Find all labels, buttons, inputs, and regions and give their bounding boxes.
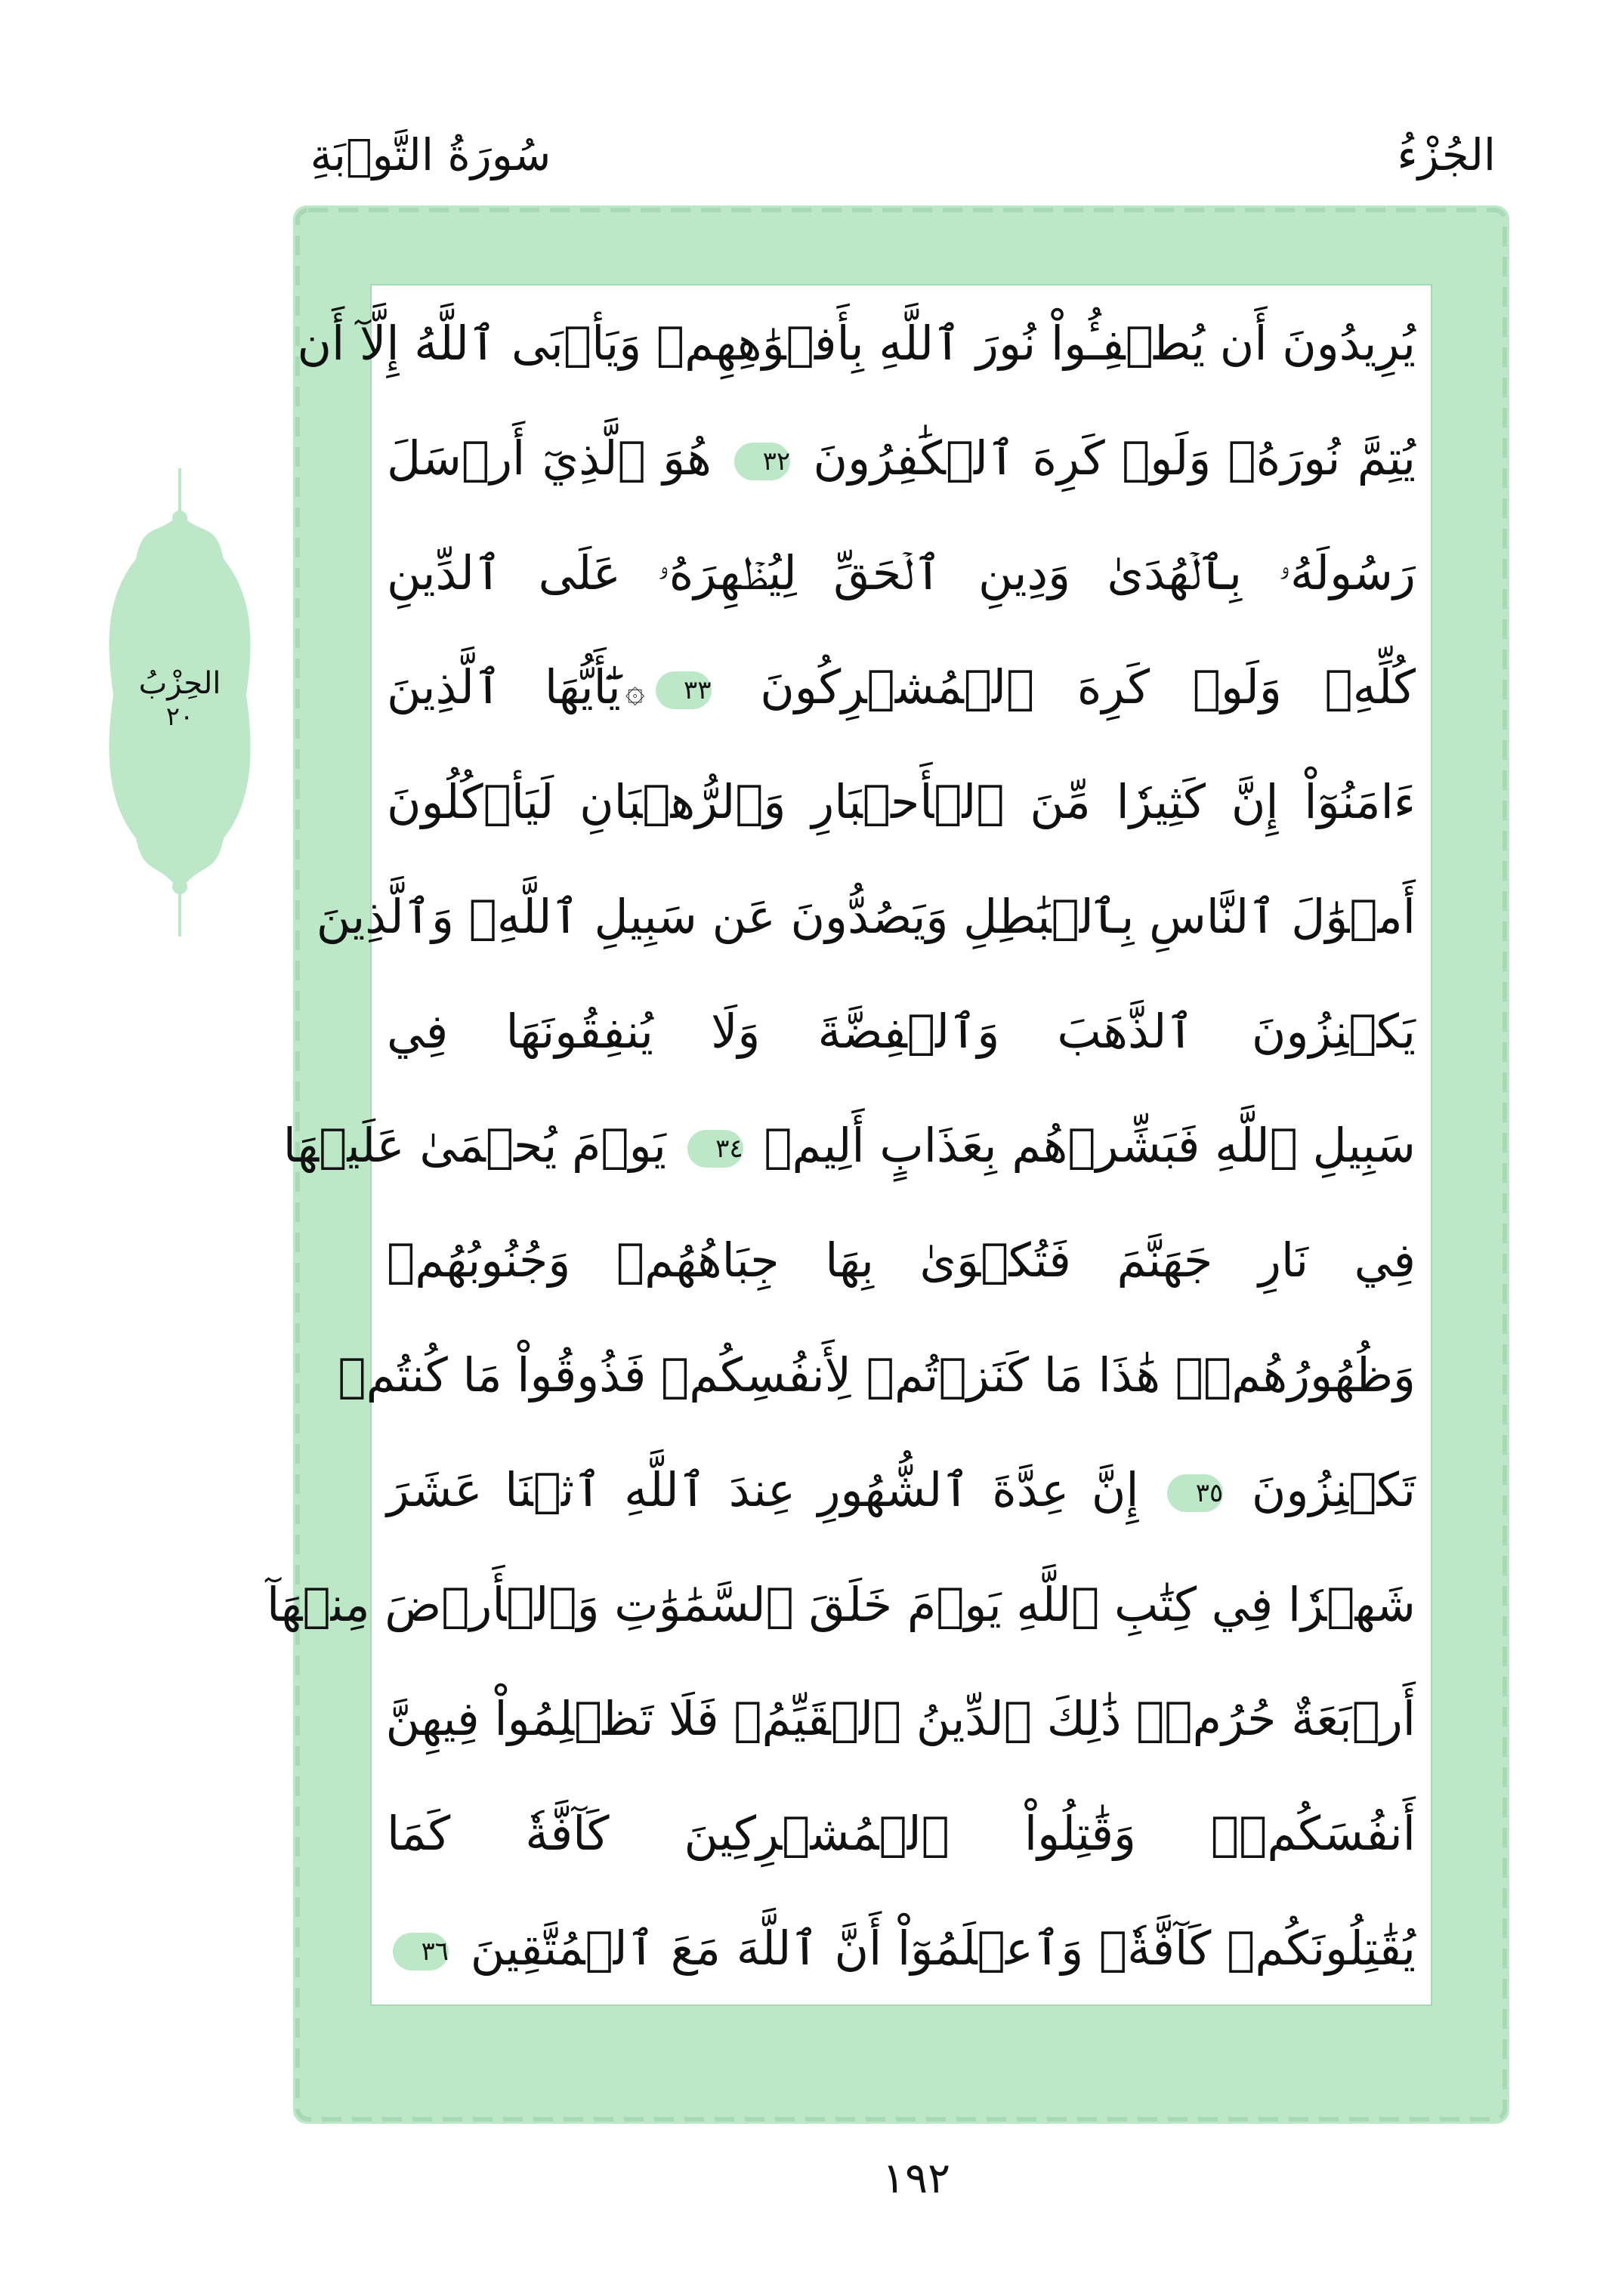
line-text: ءَامَنُوٓاْ إِنَّ كَثِيرٗا مِّنَ ٱلۡأَحۡبَارِ وَٱلرُّهۡبَانِ لَيَأۡكُلُونَ [387,774,1416,830]
line-text: كُلِّهِۦ وَلَوۡ كَرِهَ ٱلۡمُشۡرِكُونَ [760,659,1416,715]
line-text: رَسُولَهُۥ بِٱلۡهُدَىٰ وَدِينِ ٱلۡحَقِّ لِيُظۡهِرَهُۥ عَلَى ٱلدِّينِ [387,545,1416,600]
hizb-number: ٢٠ [165,702,194,732]
line-12 [266,1557,1416,1652]
line-text: أَرۡبَعَةٌ حُرُمٞۚ ذَٰلِكَ ٱلدِّينُ ٱلۡقَيِّمُۚ فَلَا تَظۡلِمُواْ فِيهِنَّ [385,1691,1416,1747]
line-4 [387,640,1416,734]
ayah-number-marker: ٣٤ [687,1130,743,1168]
quran-text [266,296,1416,1995]
ayah-number-marker: ٣٢ [734,443,790,480]
line-text: وَظُهُورُهُمۡۖ هَٰذَا مَا كَنَزۡتُمۡ لِأَنفُسِكُمۡ فَذُوقُواْ مَا كُنتُمۡ [338,1347,1416,1403]
line-text: سَبِيلِ ٱللَّهِ فَبَشِّرۡهُم بِعَذَابٍ أَلِيمٖ [764,1118,1416,1174]
page-number: ١٩٢ [882,2154,951,2203]
line-1 [297,296,1416,390]
ayah-number-marker: ٣٥ [1167,1474,1223,1512]
juz-title: الجُزْءُ [1397,129,1496,181]
line-14 [387,1786,1416,1881]
line-text: شَهۡرٗا فِي كِتَٰبِ ٱللَّهِ يَوۡمَ خَلَقَ ٱلسَّمَٰوَٰتِ وَٱلۡأَرۡضَ مِنۡهَآ [266,1576,1416,1632]
hizb-title: الحِزْبُ [138,666,221,701]
line-2 [387,411,1416,505]
line-text: فِي نَارِ جَهَنَّمَ فَتُكۡوَىٰ بِهَا جِبَاهُهُمۡ وَجُنُوبُهُمۡ [387,1233,1416,1288]
line-13 [387,1671,1416,1766]
line-3 [387,526,1416,620]
line-text: تَكۡنِزُونَ [1251,1461,1416,1517]
line-text: يَكۡنِزُونَ ٱلذَّهَبَ وَٱلۡفِضَّةَ وَلَا يُنفِقُونَهَا فِي [387,1003,1416,1059]
line-10 [338,1328,1416,1422]
ayah-number-marker: ٣٦ [393,1933,449,1970]
line-7 [387,984,1416,1079]
hizb-label [103,665,257,731]
line-5 [387,755,1416,849]
line-9 [387,1213,1416,1307]
line-text: أَمۡوَٰلَ ٱلنَّاسِ بِٱلۡبَٰطِلِ وَيَصُدُّونَ عَن سَبِيلِ ٱللَّهِۗ وَٱلَّذِينَ [316,888,1416,944]
line-8 [283,1098,1416,1193]
line-text: يُقَٰتِلُونَكُمۡ كَآفَّةٗۚ وَٱعۡلَمُوٓاْ أَنَّ ٱللَّهَ مَعَ ٱلۡمُتَّقِينَ [470,1920,1416,1976]
line-text: يَوۡمَ يُحۡمَىٰ عَلَيۡهَا [283,1118,666,1174]
line-text: يُرِيدُونَ أَن يُطۡفِـُٔواْ نُورَ ٱللَّهِ بِأَفۡوَٰهِهِمۡ وَيَأۡبَى ٱللَّهُ إِلَّآ أَن [297,316,1416,371]
line-6 [316,869,1416,964]
line-text: هُوَ ٱلَّذِيٓ أَرۡسَلَ [387,430,712,486]
line-text: إِنَّ عِدَّةَ ٱلشُّهُورِ عِندَ ٱللَّهِ ٱثۡنَا عَشَرَ [387,1461,1139,1517]
rub-el-hizb-icon: ۞ [625,671,645,710]
line-text: يَٰٓأَيُّهَا ٱلَّذِينَ [387,659,621,715]
line-15 [387,1901,1416,1995]
ayah-number-marker: ٣٣ [656,671,712,709]
line-11 [387,1443,1416,1537]
line-text: أَنفُسَكُمۡۚ وَقَٰتِلُواْ ٱلۡمُشۡرِكِينَ كَآفَّةٗ كَمَا [387,1806,1416,1862]
line-text: يُتِمَّ نُورَهُۥ وَلَوۡ كَرِهَ ٱلۡكَٰفِرُونَ [813,430,1416,486]
surah-title: سُورَةُ التَّوۡبَةِ [310,129,551,181]
